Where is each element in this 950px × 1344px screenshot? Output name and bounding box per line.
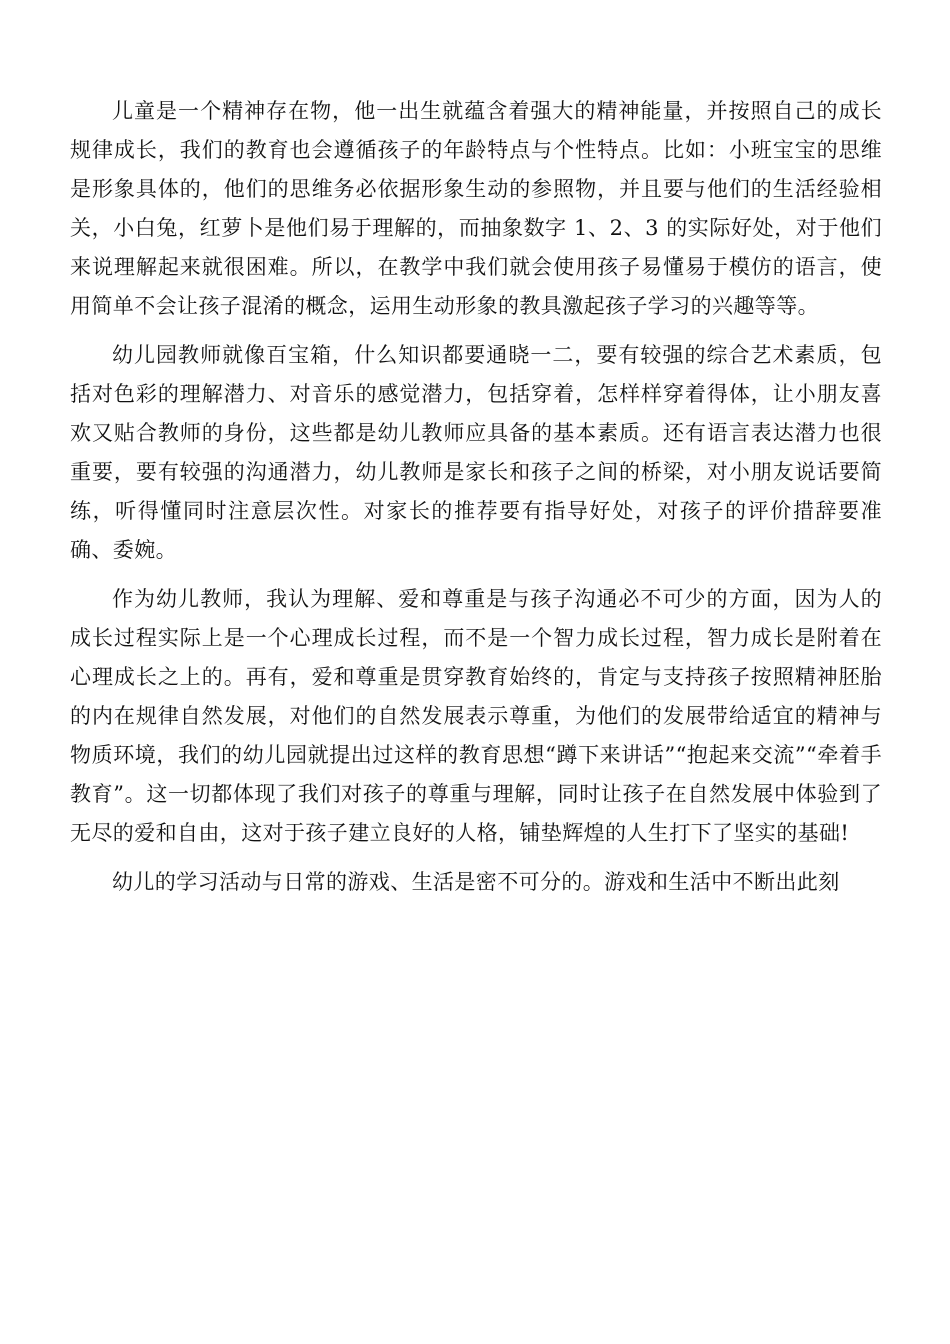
- paragraph-2: 幼儿园教师就像百宝箱，什么知识都要通晓一二，要有较强的综合艺术素质，包括对色彩的理解潜力、对音乐的感觉潜力，包括穿着，怎样样穿着得体，让小朋友喜欢又贴合教师的身份，这些都是幼儿教师应具备的基本素质。还有语言表达潜力也很重要，要有较强的沟通潜力，幼儿教师是家长和孩子之间的桥梁，对小朋友说话要简练，听得懂同时注意层次性。对家长的推荐要有指导好处，对孩子的评价措辞要准确、委婉。: [70, 343, 882, 562]
- paragraph-3: 作为幼儿教师，我认为理解、爱和尊重是与孩子沟通必不可少的方面，因为人的成长过程实际上是一个心理成长过程，而不是一个智力成长过程，智力成长是附着在心理成长之上的。再有，爱和尊重是贯穿教育始终的，肯定与支持孩子按照精神胚胎的内在规律自然发展，对他们的自然发展表示尊重，为他们的发展带给适宜的精神与物质环境，我们的幼儿园就提出过这样的教育思想“蹲下来讲话”“抱起来交流”“牵着手教育”。这一切都体现了我们对孩子的尊重与理解，同时让孩子在自然发展中体验到了无尽的爱和自由，这对于孩子建立良好的人格，铺垫辉煌的人生打下了坚实的基础!: [70, 587, 882, 845]
- document-body: [70, 92, 882, 912]
- paragraph-4: 幼儿的学习活动与日常的游戏、生活是密不可分的。游戏和生活中不断出此刻: [112, 870, 840, 894]
- paragraph-1: 儿童是一个精神存在物，他一出生就蕴含着强大的精神能量，并按照自己的成长规律成长，我们的教育也会遵循孩子的年龄特点与个性特点。比如：小班宝宝的思维是形象具体的，他们的思维务必依据形象生动的参照物，并且要与他们的生活经验相关，小白兔，红萝卜是他们易于理解的，而抽象数字 1、2、3 的实际好处，对于他们来说理解起来就很困难。所以，在教学中我们就会使用孩子易懂易于模仿的语言，使用简单不会让孩子混淆的概念，运用生动形象的教具激起孩子学习的兴趣等等。: [70, 99, 882, 318]
